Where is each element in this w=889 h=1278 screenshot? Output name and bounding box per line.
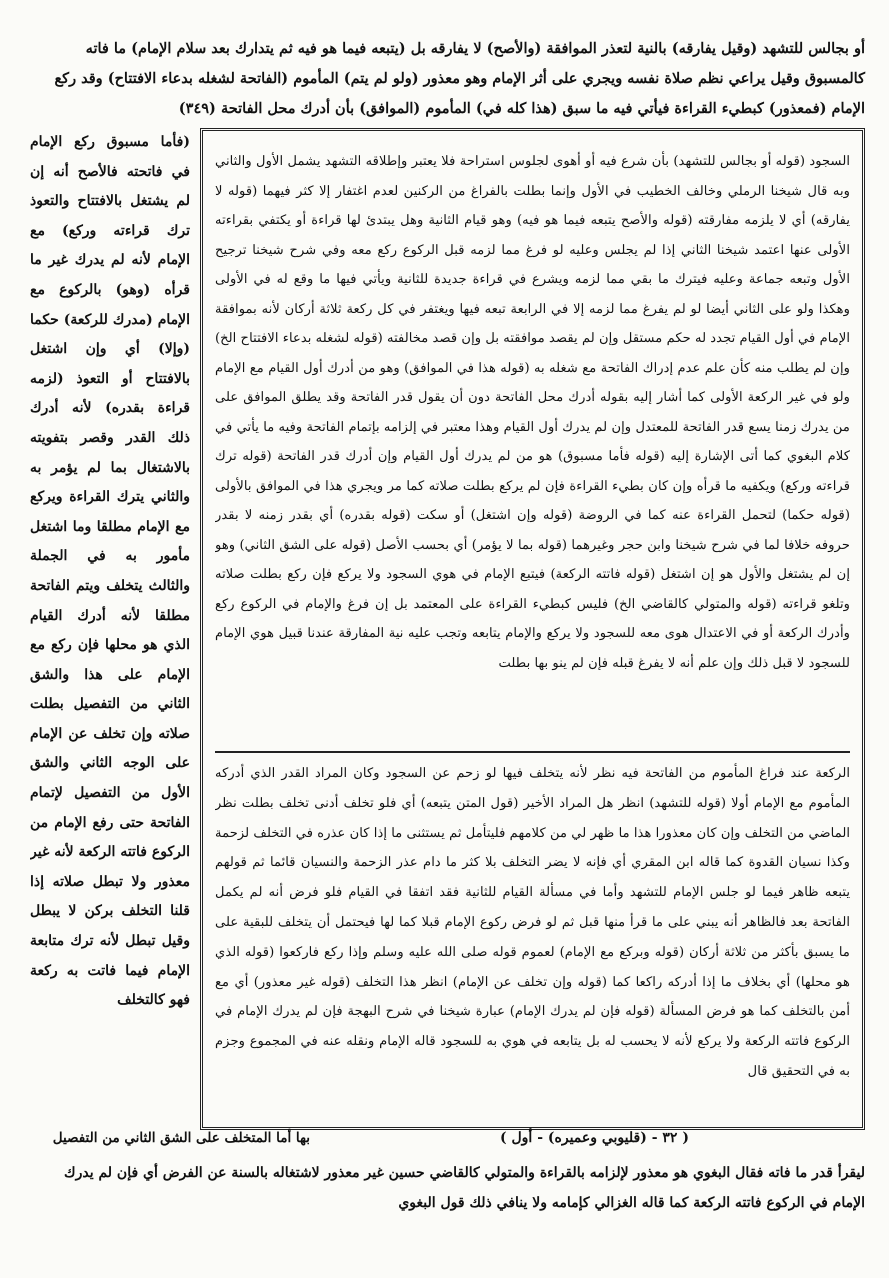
top-matn-text	[30, 34, 865, 124]
top-line-3-text: الإمام (فمعذور) كبطيء القراءة فيأتي فيه ما سبق (هذا كله في) المأموم (الموافق) بأن أدرك محل الفاتحة	[220, 100, 865, 117]
main-commentary-box	[200, 128, 865, 1130]
top-line-2: كالمسبوق وقيل يراعي نظم صلاة نفسه ويجري على أثر الإمام وهو معذور (ولو لم يتم) المأموم (الفاتحة لشغله بدعاء الافتتاح) وقد ركع	[54, 70, 865, 87]
section-divider	[215, 751, 850, 753]
hashiya-lower-text: الركعة عند فراغ المأموم من الفاتحة فيه نظر لأنه يتخلف فيها لو زحم عن السجود وكان المراد القدر الذي أدركه المأموم مع الإمام أولا (قوله للتشهد) انظر هل المراد الأخير (قول المتن يتبعه) أي فلو تخلف أدنى تخلف بطلت نظر الماضي من التخلف وإن كان معذورا هذا ما ظهر لي من كلامهم فليتأمل ثم يستثنى ما إذا كان عذره في التخلف لزحمة وكذا نسيان القدوة كما قاله ابن المقري أي فإنه لا يضر التخلف بلا كثر ما دام عذر الزحمة والنسيان قائما ثم قولهم يتبعه ظاهر فيما لو جلس الإمام للتشهد وأما في مسألة القيام للثانية فقد اتفقا في القيام فلو فرض أنه لم يكمل الفاتحة بعد فالظاهر أنه يبني على ما قرأ منها قبل ثم لو فرض ركوع الإمام قبلا كما لها فيحتمل أن يتخلف للبقية على ما يسبق بأكثر من ثلاثة أركان (قوله وبركع مع الإمام) لعموم قوله صلى الله عليه وسلم وإذا ركع فاركعوا (قوله الذي هو محلها) أي بخلاف ما إذا أدركه راكعا كما (قوله وإن تخلف عن الإمام) انظر هذا التخلف (قوله غير معذور) أي مع أمن بالتخلف كما هو فرض المسألة (قوله فإن لم يدرك الإمام) عبارة شيخنا في شرح البهجة فإن لم يدرك الإمام في الركوع فاتته الركعة ولا يركع لأنه لا يحسب له بل يتابعه في هوي به للسجود قاله الإمام ونقله عنه في المجموع وجزم به في التحقيق قال	[215, 766, 850, 1079]
page-number: (٣٤٩)	[178, 100, 216, 117]
signature-marker: ( ٣٢ - (قليوبي وعميره) - أول )	[500, 1130, 689, 1146]
bottom-line-2: الإمام في الركوع فاتته الركعة كما قاله الغزالي كإمامه ولا ينافي ذلك قول البغوي	[398, 1195, 865, 1211]
hashiya-upper-text: السجود (قوله أو بجالس للتشهد) بأن شرع فيه أو أهوى لجلوس استراحة فلا يعتبر وإطلاقه التشهد يشمل الأول والثاني وبه قال شيخنا الرملي وخالف الخطيب في الأول وإنما بطلت بالفراغ من الركنين لعدم اغتفار إلا كثر فيهما (قوله لا يفارقه) أي لا يلزمه مفارقته (قوله والأصح يتبعه فيما هو فيه) وهو قيام الثانية وهل يبتدئ لها قراءة أو يكتفي بقراءته الأولى عنها اعتمد شيخنا الثاني إذا لم يجلس وعليه لو فرغ مما لزمه قبل الركوع ركع معه وفي شرح شيخنا ترجيح الأول وتبعه جماعة وعليه فيترك ما بقي مما لزمه ويشرع في قراءة جديدة للثانية ويأتي فيها ما وقع له في الأولى وهكذا ولو على الثاني أيضا لو لم يفرغ مما لزمه إلا في الرابعة تبعه فيها ويغتفر في كل ركعة ثلاثة أركان لأنه بموافقة الإمام في أول القيام تجدد له حكم مستقل وإن لم يقصد موافقته بل وإن قصد مخالفته (قوله لشغله بدعاء الافتتاح الخ) وإن لم يطلب منه كأن علم عدم إدراك الفاتحة مع شغله به (قوله هذا في الموافق) وهو من أدرك أول القيام مع الإمام ولو في غير الركعة الأولى كما أشار إليه بقوله أدرك محل الفاتحة دون أن يقول قدر الفاتحة وقد يطلق الموافق على من يدرك زمنا يسع قدر الفاتحة للمعتدل وإن لم يدرك أول القيام وهذا معتبر في إلزامه بإتمام الفاتحة وفيه ما يأتي في كلام البغوي كما أتى الإشارة إليه (قوله فأما مسبوق) هو من لم يدرك أول القيام وإن أدرك قدر الفاتحة (قوله ترك قراءته وركع) ويكفيه ما قرأه وإن كان بطيء القراءة فإن لم يركع بطلت صلاته كما مر ويجري هذا في الموافق بالأولى (قوله حكما) لتحمل القراءة عنه كما في الروضة (قوله وإن اشتغل) أو سكت (قوله بقدره) أي بقدر زمنه لا بقدر حروفه خلافا لما في شرح شيخنا وابن حجر وغيرهما (قوله بما لا يؤمر) أي بحسب الأصل (قوله على الشق الثاني) وهو إن لم يشتغل والأول هو إن اشتغل (قوله فاتته الركعة) فيتبع الإمام في هوي السجود ولا يركع فإن ركع بطلت صلاته وتلغو قراءته (قوله والمتولي كالقاضي الخ) فليس كبطيء القراءة على المعتمد بل إن فرغ والإمام في الركوع ركع وأدرك الركعة أو في الاعتدال هوى معه للسجود ولا يركع والإمام يتابعه وتجب عليه نية المفارقة عندنا قبيل هوي الإمام للسجود لا قبل ذلك وإن علم أنه لا يفرغ قبله فإن لم ينو بها بطلت	[215, 154, 850, 671]
bottom-line-1: ليقرأ قدر ما فاته فقال البغوي هو معذور لإلزامه بالقراءة والمتولي كالقاضي حسين غير معذور لاشتغاله بالسنة عن الفرض أي فإن لم يدرك	[64, 1165, 865, 1181]
top-line-3	[30, 94, 865, 124]
bottom-marker-row	[30, 1130, 865, 1156]
top-line-1: أو بجالس للتشهد (وقيل يفارقه) بالنية لتعذر الموافقة (والأصح) لا يفارقه بل (يتبعه فيما هو فيه ثم يتدارك بعد سلام الإمام) ما فاته	[85, 40, 865, 57]
bottom-side-note: بها أما المتخلف على الشق الثاني من التفصيل	[52, 1130, 310, 1146]
bottom-text	[30, 1158, 865, 1218]
main-commentary-inner	[215, 147, 850, 1115]
left-margin-commentary: (فأما مسبوق ركع الإمام في فاتحته فالأصح أنه إن لم يشتغل بالافتتاح والتعوذ ترك قراءته وركع) مع الإمام لأنه لم يدرك غير ما قرأه (وهو) بالركوع مع الإمام (مدرك للركعة) حكما (وإلا) أي وإن اشتغل بالافتتاح أو التعوذ (لزمه قراءة بقدره) لأنه أدرك ذلك القدر وقصر بتفويته بالاشتغال بما لم يؤمر به والثاني يترك القراءة ويركع مع الإمام مطلقا وما اشتغل مأمور به في الجملة والثالث يتخلف ويتم الفاتحة مطلقا لأنه أدرك القيام الذي هو محلها فإن ركع مع الإمام على هذا والشق الثاني من التفصيل بطلت صلاته وإن تخلف عن الإمام على الوجه الثاني والشق الأول من التفصيل لإتمام الفاتحة حتى رفع الإمام من الركوع فاتته الركعة لأنه غير معذور ولا تبطل صلاته إذا قلنا التخلف بركن لا يبطل وقيل تبطل لأنه ترك متابعة الإمام فيما فاتت به ركعة فهو كالتخلف	[30, 134, 190, 1009]
